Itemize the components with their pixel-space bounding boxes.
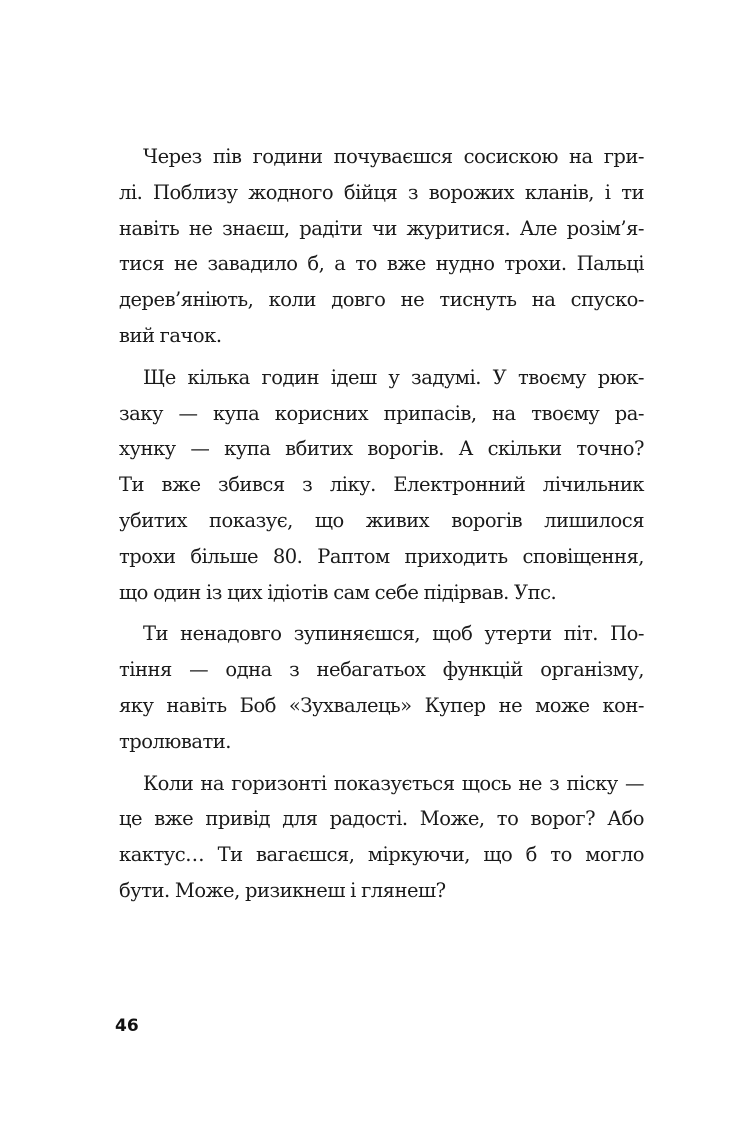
paragraph-3 (95, 616, 644, 759)
text-line: заку — купа корисних припасів, на твоєму ра- (119, 401, 644, 425)
text-line: хунку — купа вбитих ворогів. А скільки точно? (119, 437, 644, 461)
text-line: Ще кілька годин ідеш у задумі. У твоєму рюк- (143, 365, 644, 389)
paragraph-1 (95, 139, 644, 354)
text-line: кактус… Ти вагаєшся, міркуючи, що б то могло (119, 843, 644, 867)
text-line: яку навіть Боб «Зухвалець» Купер не може кон- (119, 693, 644, 717)
text-line: бути. Може, ризикнеш і глянеш? (119, 878, 446, 902)
text-line: це вже привід для радості. Може, то ворог? Або (119, 807, 644, 831)
text-line: Через пів години почуваєшся сосискою на гри- (143, 145, 644, 168)
text-line: тролювати. (119, 729, 231, 753)
paragraph-4 (95, 766, 644, 909)
text-line: вий гачок. (119, 323, 222, 347)
page-number: 46 (115, 1016, 139, 1036)
text-line: дерев’яніють, коли довго не тиснуть на спуско- (119, 288, 644, 312)
text-line: тіння — одна з небагатьох функцій організму, (119, 658, 644, 682)
text-line: убитих показує, що живих ворогів лишилося (119, 508, 644, 532)
text-line: Ти ненадовго зупиняєшся, щоб утерти піт. По- (143, 622, 644, 646)
text-line: навіть не знаєш, радіти чи журитися. Але розім’я- (119, 216, 644, 240)
text-line: лі. Поблизу жодного бійця з ворожих кланів, і ти (119, 180, 644, 204)
body-text (95, 139, 644, 915)
text-line: що один із цих ідіотів сам себе підірвав. Упс. (119, 580, 557, 604)
text-line: Коли на горизонті показується щось не з піску — (143, 771, 644, 795)
text-line: тися не завадило б, а то вже нудно трохи. Пальці (119, 252, 644, 276)
paragraph-2 (95, 360, 644, 611)
text-line: трохи більше 80. Раптом приходить сповіщення, (119, 544, 644, 568)
text-line: Ти вже збився з ліку. Електронний лічильник (119, 473, 644, 497)
